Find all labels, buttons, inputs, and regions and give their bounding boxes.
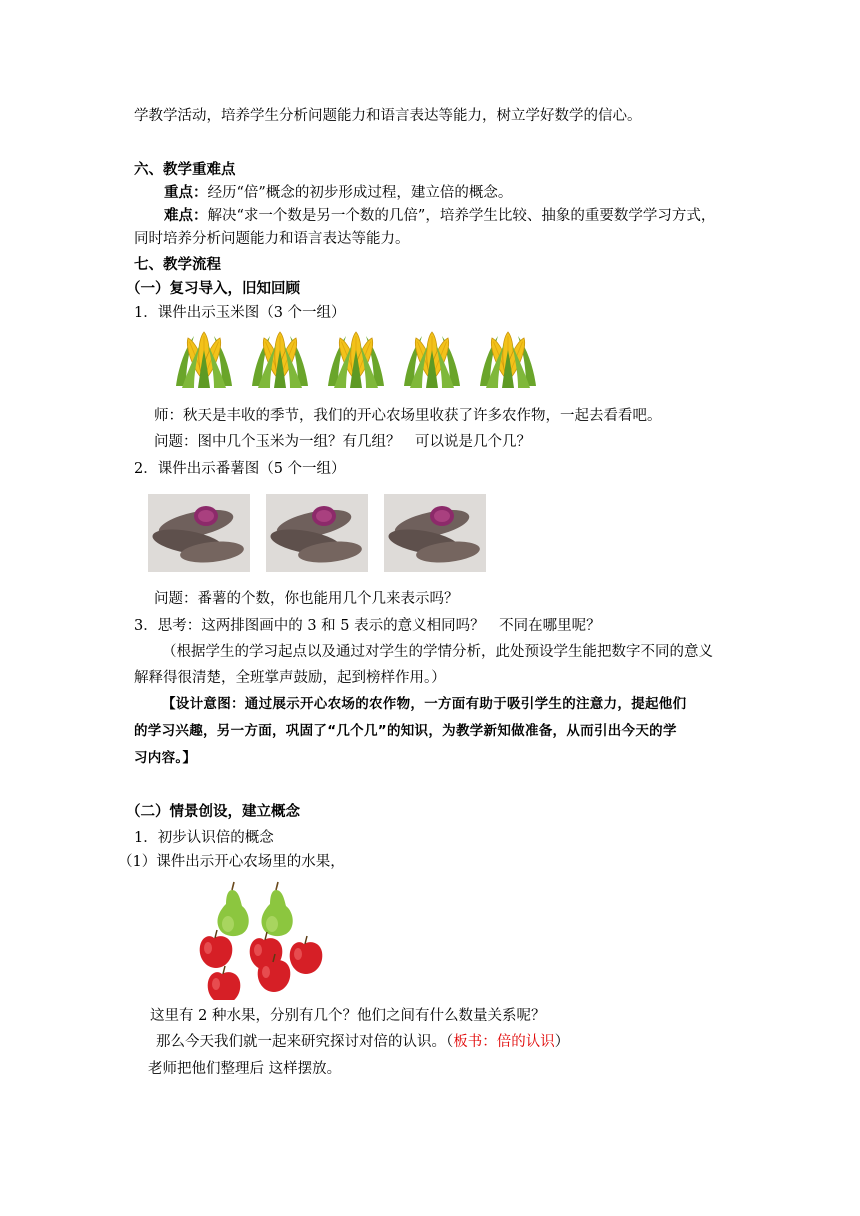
key-text: 经历“倍”概念的初步形成过程，建立倍的概念。: [207, 185, 513, 201]
item-two: 2．课件出示番薯图（5 个一组）: [134, 461, 346, 477]
difficult-point: [164, 206, 715, 226]
arrange-line: 老师把他们整理后 这样摆放。: [148, 1061, 342, 1077]
fruits-image: [190, 880, 340, 1000]
sub-item-one: 1．初步认识倍的概念: [134, 830, 274, 846]
board-writing: 板书：倍的认识: [453, 1034, 555, 1050]
intro-topic-line: [156, 1032, 569, 1052]
key-point: [164, 183, 512, 203]
difficult-label: 难点：: [164, 207, 208, 224]
intro-line: 学教学活动，培养学生分析问题能力和语言表达等能力，树立学好数学的信心。: [134, 108, 642, 124]
difficult-text: 解决“求一个数是另一个数的几倍”，培养学生比较、抽象的重要数学学习方式，: [207, 208, 716, 224]
corn-image: [172, 330, 544, 392]
item-one: 1．课件出示玉米图（3 个一组）: [134, 305, 346, 321]
intro-topic-close: ）: [554, 1034, 570, 1050]
note-line-2: 解释得很清楚，全班掌声鼓励，起到榜样作用。）: [134, 670, 446, 686]
heading-seven: 七、教学流程: [134, 256, 221, 273]
difficult-text-cont: 同时培养分析问题能力和语言表达等能力。: [134, 231, 410, 247]
sub-item-one-a: （1）课件出示开心农场里的水果，: [118, 854, 345, 870]
intro-topic-text: 那么今天我们就一起来研究探讨对倍的认识。（: [156, 1034, 454, 1050]
sweet-potato-image: [148, 494, 488, 572]
teacher-line: 师：秋天是丰收的季节，我们的开心农场里收获了许多农作物，一起去看看吧。: [154, 408, 662, 424]
question-fruits: 这里有 2 种水果，分别有几个？他们之间有什么数量关系呢？: [150, 1008, 546, 1024]
section-two-title: （二）情景创设，建立概念: [126, 803, 300, 820]
note-line-1: （根据学生的学习起点以及通过对学生的学情分析，此处预设学生能把数字不同的意义: [162, 644, 713, 660]
question-corn: 问题：图中几个玉米为一组？有几组？ 可以说是几个几？: [154, 434, 531, 450]
item-three: 3．思考：这两排图画中的 3 和 5 表示的意义相同吗？ 不同在哪里呢？: [134, 618, 601, 634]
heading-six: 六、教学重难点: [134, 161, 236, 178]
design-intent-2: 的学习兴趣，另一方面，巩固了“几个几”的知识，为教学新知做准备，从而引出今天的学: [134, 723, 677, 739]
design-intent-3: 习内容。】: [134, 750, 197, 766]
design-intent-1: 【设计意图：通过展示开心农场的农作物，一方面有助于吸引学生的注意力，提起他们: [162, 696, 687, 712]
question-yam: 问题：番薯的个数，你也能用几个几来表示吗？: [154, 591, 459, 607]
key-label: 重点：: [164, 184, 208, 201]
section-one-title: （一）复习导入，旧知回顾: [126, 280, 300, 297]
